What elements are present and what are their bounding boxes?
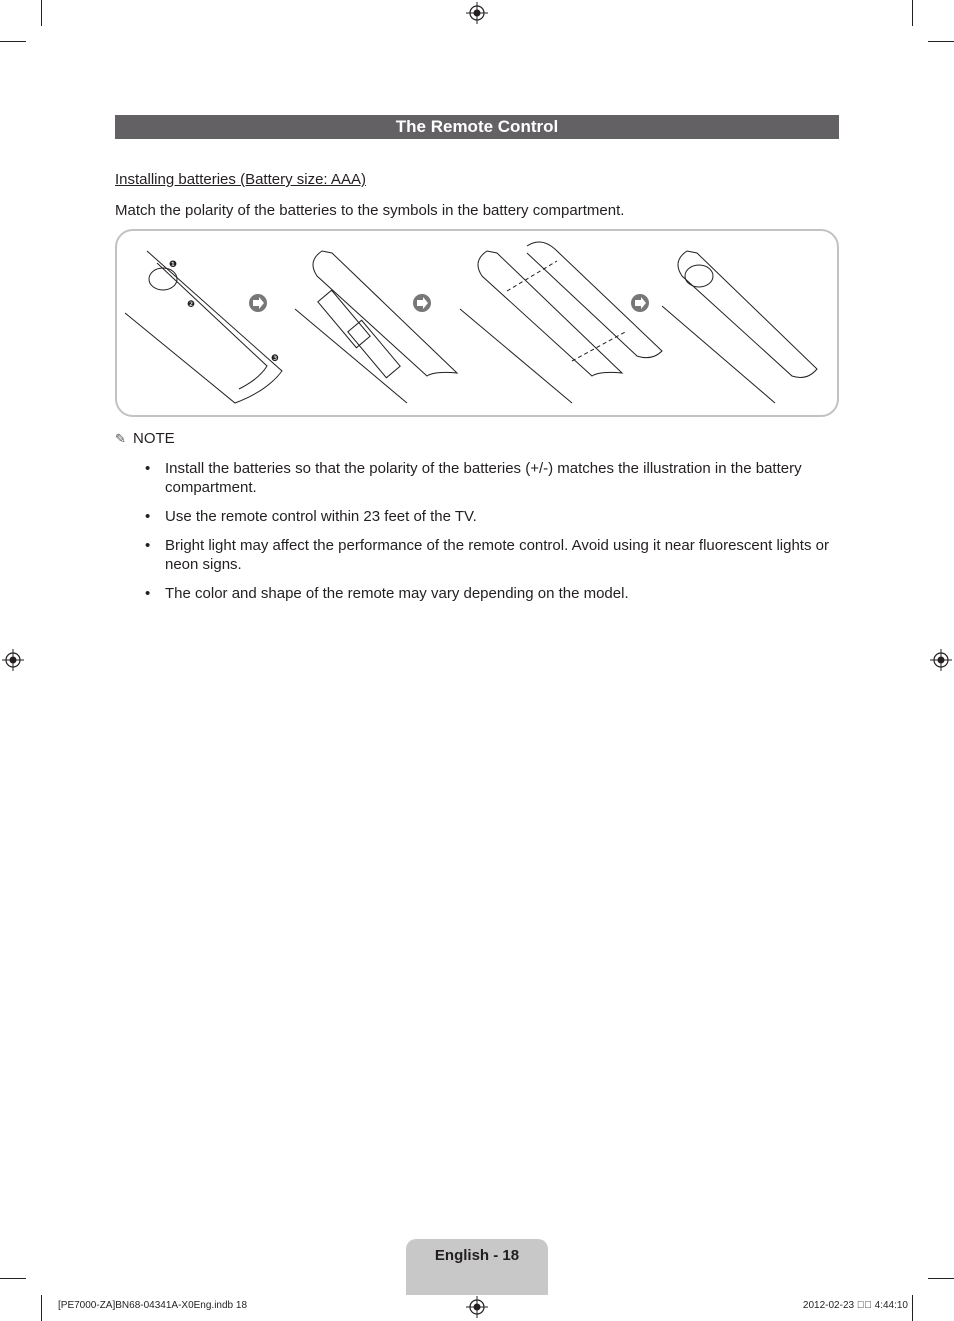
- registration-mark-icon: [2, 649, 24, 671]
- note-item: • The color and shape of the remote may vary depending on the model.: [145, 585, 629, 602]
- note-item: • Use the remote control within 23 feet of the TV.: [145, 508, 477, 525]
- page-number-tab: English - 18: [406, 1239, 548, 1295]
- remote-steps-drawing: [117, 231, 837, 415]
- remote-step-3-drawing: [460, 242, 662, 403]
- section-title-bar: The Remote Control: [115, 115, 839, 139]
- crop-mark: [928, 1278, 954, 1279]
- battery-installation-illustration: [115, 229, 839, 417]
- note-list: [142, 459, 832, 613]
- step-marker-3: ❸: [271, 354, 280, 364]
- remote-step-2-drawing: [295, 251, 457, 403]
- note-heading: [115, 430, 175, 447]
- crop-mark: [41, 0, 42, 26]
- remote-step-4-drawing: [662, 251, 817, 403]
- pencil-note-icon: ✎: [115, 431, 126, 446]
- crop-mark: [0, 1278, 26, 1279]
- registration-mark-icon: [466, 2, 488, 24]
- note-item: • Bright light may affect the performance of the remote control. Avoid using it near fluorescent lights or neon signs.: [145, 537, 829, 573]
- remote-step-1-drawing: [125, 251, 282, 403]
- registration-mark-icon: [466, 1296, 488, 1318]
- step-marker-1: ❶: [169, 260, 178, 270]
- installing-batteries-heading: Installing batteries (Battery size: AAA): [115, 171, 366, 188]
- crop-mark: [928, 41, 954, 42]
- note-label: NOTE: [133, 430, 175, 447]
- crop-mark: [0, 41, 26, 42]
- registration-mark-icon: [930, 649, 952, 671]
- file-slug: [PE7000-ZA]BN68-04341A-X0Eng.indb 18: [58, 1300, 248, 1311]
- date-slug: 2012-02-23    4:44:10: [802, 1300, 908, 1311]
- step-marker-2: ❷: [187, 300, 196, 310]
- crop-mark: [912, 1295, 913, 1321]
- crop-mark: [912, 0, 913, 26]
- crop-mark: [41, 1295, 42, 1321]
- note-item: • Install the batteries so that the polarity of the batteries (+/-) matches the illustration in the battery compartment.: [145, 460, 802, 496]
- installing-intro-text: Match the polarity of the batteries to the symbols in the battery compartment.: [115, 202, 625, 219]
